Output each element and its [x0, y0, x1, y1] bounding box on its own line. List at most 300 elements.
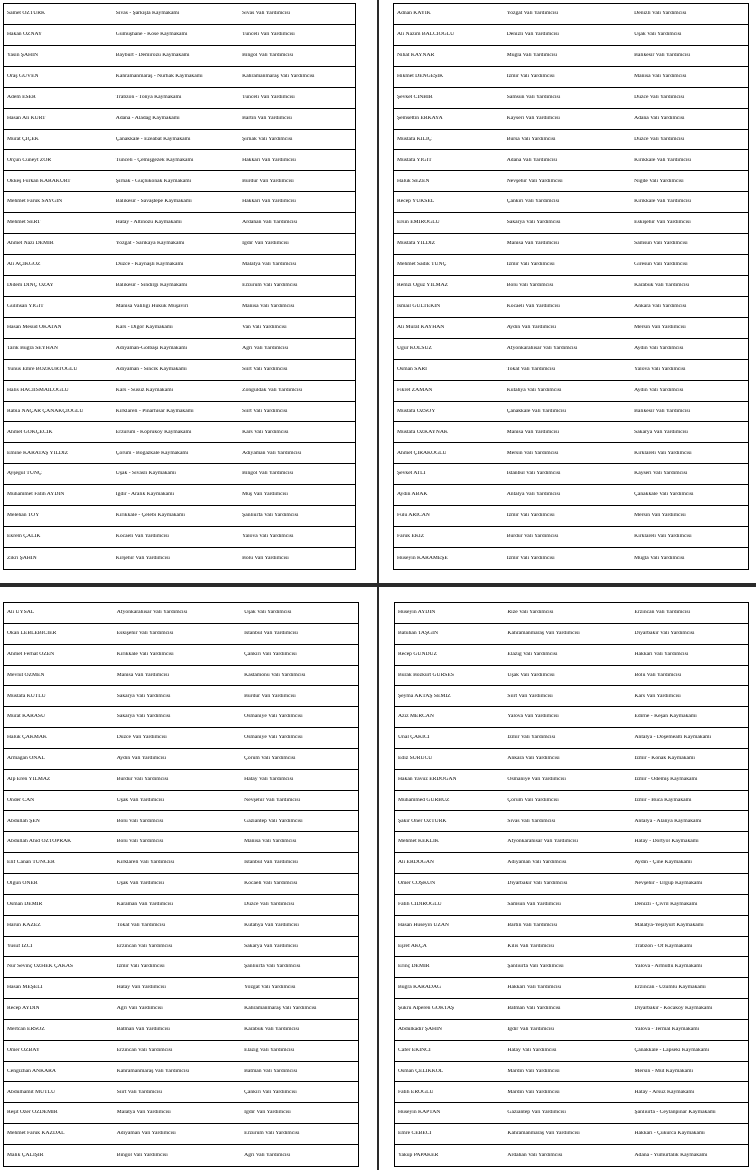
table-row: [4, 999, 358, 1020]
new-post-cell: Mersin - Mut Kaymakamı: [634, 1068, 694, 1074]
person-name-cell: Didem DİNÇ ÖZAY: [7, 283, 54, 289]
person-name-cell: Rabia NAÇAR ÇANAKÇIOĞLU: [7, 408, 84, 414]
person-name-cell: Ali ERDOĞAN: [398, 860, 434, 866]
person-name-cell: Mehmet Faruk KAZDAL: [7, 1131, 65, 1137]
new-post-cell: Mersin Vali Yardımcısı: [634, 513, 686, 519]
new-post-cell: Balıkesir Vali Yardımcısı: [634, 408, 691, 414]
person-name-cell: Şevket CİNBİR: [397, 94, 433, 100]
table-row: [4, 297, 355, 318]
new-post-cell: Kastamonu Vali Yardımcısı: [244, 672, 306, 678]
person-name-cell: Armağan ÖNAL: [7, 756, 45, 762]
person-name-cell: Murat KARASU: [7, 714, 46, 720]
current-post-cell: Bayburt - Demirözü Kaymakamı: [115, 53, 190, 58]
new-post-cell: Çanakkale Vali Yardımcısı: [634, 492, 694, 498]
current-post-cell: Manisa Vali Yardımcısı: [506, 241, 559, 247]
person-name-cell: Hüseyin KARAMEŞE: [397, 555, 448, 561]
current-post-cell: Afyonkarahisar Vali Yardımcısı: [507, 839, 579, 845]
table-row: [394, 318, 748, 339]
new-post-cell: Sakarya Vali Yardımcısı: [244, 943, 298, 949]
current-post-cell: Kahramanmaraş Vali Yardımcısı: [116, 1068, 190, 1074]
table-row: [394, 192, 748, 213]
document-page-2: [379, 0, 756, 583]
table-row: [394, 464, 748, 485]
current-post-cell: Sivas Vali Yardımcısı: [507, 818, 556, 824]
new-post-cell: Kırklareli Vali Yardımcısı: [634, 450, 692, 456]
current-post-cell: Bolu Vali Yardımcısı: [506, 283, 554, 289]
person-name-cell: Şakir Öner ÖZTÜRK: [398, 818, 447, 824]
table-row: [394, 171, 748, 192]
new-post-cell: Hatay - Dörtyol Kaymakamı: [634, 839, 699, 845]
current-post-cell: Adıyaman Vali Yardımcısı: [507, 860, 567, 866]
person-name-cell: Şevket ATLI: [397, 471, 426, 477]
new-post-cell: Antalya - Döşemealtı Kaymakamı: [634, 735, 712, 741]
current-post-cell: Balıkesir - Savaştepe Kaymakamı: [115, 199, 192, 205]
table-row: [395, 1020, 748, 1041]
current-post-cell: Şanlıurfa Vali Yardımcısı: [507, 964, 564, 970]
table-row: [394, 234, 748, 255]
current-post-cell: Hatay - Altınözü Kaymakamı: [115, 220, 182, 226]
table-row: [394, 381, 748, 402]
table-row: [4, 171, 355, 192]
current-post-cell: Burdur Vali Yardımcısı: [506, 534, 559, 540]
new-post-cell: Karabük Vali Yardımcısı: [634, 283, 690, 289]
new-post-cell: Eskişehir Vali Yardımcısı: [634, 220, 691, 226]
person-name-cell: Yusuf İZCİ: [7, 943, 33, 949]
table-row: [395, 1103, 748, 1124]
table-row: [394, 67, 748, 88]
person-name-cell: Şükrü Alperen GÖKTAŞ: [398, 1006, 455, 1012]
current-post-cell: Düzce Vali Yardımcısı: [116, 735, 167, 741]
person-name-cell: Şeyma AKTAŞ SEMİZ: [398, 693, 451, 699]
current-post-cell: Kahramanmaraş Vali Yardımcısı: [507, 630, 580, 636]
new-post-cell: Adana - Yumurtalık Kaymakamı: [634, 1152, 708, 1158]
person-name-cell: Fikret ZAMAN: [397, 387, 433, 393]
table-row: [4, 791, 358, 812]
new-post-cell: Nevşehir - Ürgüp Kaymakamı: [634, 881, 703, 887]
person-name-cell: Osman SARI: [397, 366, 427, 372]
person-name-cell: Gülihsan YİĞİT: [7, 304, 44, 310]
table-row: [4, 603, 358, 624]
person-name-cell: Abdullah ŞEN: [7, 818, 40, 824]
new-post-cell: Kocaeli Vali Yardımcısı: [244, 881, 298, 887]
current-post-cell: Bartın Vali Yardımcısı: [507, 922, 558, 928]
new-post-cell: Nevşehir Vali Yardımcısı: [244, 797, 301, 803]
table-row: [4, 276, 355, 297]
person-name-cell: Ali Murat KAYHAN: [397, 324, 445, 330]
table-row: [4, 686, 358, 707]
table-row: [4, 255, 355, 276]
table-row: [4, 109, 355, 130]
person-name-cell: Halis HACIİSMAİLOĞLU: [7, 387, 69, 393]
person-name-cell: Ali Nazım BALCIOĞLU: [397, 32, 455, 38]
new-post-cell: Kırıkkale Vali Yardımcısı: [634, 199, 692, 205]
current-post-cell: Antalya Vali Yardımcısı: [506, 492, 561, 498]
person-name-cell: Mustafa ÖZKAYNAK: [397, 429, 448, 435]
current-post-cell: Çanakkale Vali Yardımcısı: [506, 408, 567, 414]
new-post-cell: Siirt Vali Yardımcısı: [242, 408, 288, 414]
table-row: [395, 957, 748, 978]
current-post-cell: Kırşehir Vali Yardımcısı: [115, 555, 170, 561]
current-post-cell: Adana Vali Yardımcısı: [506, 157, 558, 163]
new-post-cell: Samsun Vali Yardımcısı: [634, 241, 688, 247]
new-post-cell: Kütahya Vali Yardımcısı: [244, 922, 299, 928]
table-row: [395, 1145, 748, 1166]
new-post-cell: Ardahan Vali Yardımcısı: [242, 220, 298, 226]
new-post-cell: Yalova - Termal Kaymakamı: [634, 1027, 700, 1032]
new-post-cell: Denizli Vali Yardımcısı: [634, 11, 687, 17]
table-row: [394, 402, 748, 423]
table-row: [4, 88, 355, 109]
table-row: [4, 464, 355, 485]
table-row: [394, 527, 748, 548]
current-post-cell: Erzincan Vali Yardımcısı: [116, 1047, 173, 1053]
current-post-cell: Çankırı Vali Yardımcısı: [506, 199, 560, 205]
person-name-cell: Ali AÇIKGÖZ: [7, 262, 41, 268]
table-row: [4, 67, 355, 88]
current-post-cell: Karaman Vali Yardımcısı: [116, 901, 174, 907]
table-row: [395, 666, 748, 687]
new-post-cell: Yalova Vali Yardımcısı: [634, 366, 686, 372]
new-post-cell: Çorum Vali Yardımcısı: [244, 756, 296, 762]
current-post-cell: Hatay Vali Yardımcısı: [116, 985, 166, 991]
person-name-cell: İsmail GÜLTEKİN: [397, 304, 441, 310]
new-post-cell: Giresun Vali Yardımcısı: [634, 262, 688, 268]
new-post-cell: Manisa Vali Yardımcısı: [244, 839, 297, 845]
current-post-cell: İzmir Vali Yardımcısı: [506, 73, 555, 79]
person-name-cell: Zikri ŞAHİN: [7, 555, 37, 561]
new-post-cell: Elazığ Vali Yardımcısı: [244, 1047, 295, 1053]
person-name-cell: Aziz MERCAN: [398, 714, 434, 720]
table-row: [394, 485, 748, 506]
current-post-cell: İzmir Vali Yardımcısı: [506, 555, 555, 561]
new-post-cell: Şanlıurfa - Ceylanpınar Kaymakamı: [634, 1110, 716, 1116]
table-row: [394, 46, 748, 67]
new-post-cell: Zonguldak Vali Yardımcısı: [242, 387, 303, 393]
new-post-cell: İzmir - Konak Kaymakamı: [634, 756, 695, 762]
person-name-cell: Cafer EKİNCİ: [398, 1047, 431, 1053]
new-post-cell: Diyarbakır Vali Yardımcısı: [634, 630, 695, 636]
current-post-cell: Kars - Susuz Kaymakamı: [115, 387, 174, 393]
current-post-cell: Malatya Vali Yardımcısı: [116, 1110, 171, 1116]
new-post-cell: Bolu Vali Yardımcısı: [242, 555, 289, 561]
new-post-cell: Hakkari Vali Yardımcısı: [242, 199, 296, 205]
person-name-cell: Mehmet KEKLİK: [398, 839, 439, 845]
current-post-cell: Adıyaman-Gölbaşı Kaymakamı: [115, 345, 188, 351]
person-name-cell: Batuhan TAŞGIN: [398, 630, 438, 636]
table-row: [4, 957, 358, 978]
new-post-cell: Erzincan Vali Yardımcısı: [634, 610, 691, 616]
table-row: [395, 1124, 748, 1145]
appointment-table: [393, 3, 749, 570]
person-name-cell: Yasin ŞAHİN: [7, 53, 38, 58]
person-name-cell: Hakan Yavuz ERDOĞAN: [398, 776, 457, 782]
table-row: [395, 853, 748, 874]
person-name-cell: Malik ÇALIŞIR: [7, 1152, 44, 1158]
person-name-cell: Hüseyin AYDIN: [398, 610, 436, 616]
new-post-cell: Yalova Vali Yardımcısı: [242, 534, 294, 540]
table-row: [395, 707, 748, 728]
table-row: [394, 276, 748, 297]
current-post-cell: Çanakkale - Ezeabat Kaymakamı: [115, 136, 191, 142]
table-row: [4, 381, 355, 402]
new-post-cell: Gaziantep Vali Yardımcısı: [244, 818, 303, 824]
new-post-cell: Düzce Vali Yardımcısı: [634, 94, 685, 100]
new-post-cell: Kars Vali Yardımcısı: [242, 429, 289, 435]
table-row: [4, 506, 355, 527]
person-name-cell: Nur Sevinç ÖZHEK ÇAKAS: [7, 964, 74, 970]
person-name-cell: Hasan Ali KURT: [7, 115, 46, 121]
person-name-cell: Abdullah Ahid ÖZTOPRAK: [7, 839, 72, 845]
person-name-cell: Osman DEMİR: [7, 901, 43, 907]
new-post-cell: Iğdır Vali Yardımcısı: [244, 1110, 291, 1116]
current-post-cell: Siirt Vali Yardımcısı: [116, 1089, 163, 1095]
current-post-cell: Adıyaman - Sincik Kaymakamı: [115, 366, 187, 372]
table-row: [394, 548, 748, 569]
current-post-cell: Yozgat - Sarıkaya Kaymakamı: [115, 241, 185, 247]
table-row: [4, 853, 358, 874]
new-post-cell: Uşak Vali Yardımcısı: [244, 610, 292, 616]
current-post-cell: Mardin Vali Yardımcısı: [507, 1068, 560, 1074]
new-post-cell: Osmaniye Vali Yardımcısı: [244, 735, 303, 741]
table-row: [394, 443, 748, 464]
new-post-cell: Tunceli Vali Yardımcısı: [242, 32, 295, 38]
new-post-cell: Kahramanmaraş Vali Yardımcısı: [242, 73, 315, 79]
person-name-cell: Abdulhamit MUTLU: [7, 1089, 56, 1095]
new-post-cell: Şanlıurfa Vali Yardımcısı: [244, 964, 301, 970]
current-post-cell: Uşak Vali Yardımcısı: [116, 881, 165, 887]
table-row: [394, 360, 748, 381]
current-post-cell: Sakarya Vali Yardımcısı: [506, 220, 561, 226]
person-name-cell: Olgun ÖNER: [7, 881, 38, 887]
person-name-cell: Ahmet Ferhat ÖZEN: [7, 651, 55, 657]
new-post-cell: Mersin Vali Yardımcısı: [634, 324, 686, 330]
table-row: [4, 707, 358, 728]
new-post-cell: Erzurum Vali Yardımcısı: [242, 283, 298, 289]
person-name-cell: Fulü ARICAN: [397, 513, 430, 519]
current-post-cell: Adana - Aladağ Kaymakamı: [115, 115, 180, 121]
current-post-cell: Diyarbakır Vali Yardımcısı: [507, 881, 568, 887]
person-name-cell: Abdulkadir ŞAHİN: [398, 1027, 442, 1032]
person-name-cell: Haluk ÇAKMAK: [7, 735, 47, 741]
person-name-cell: Yunus Emre BOZKURTOĞLU: [7, 366, 78, 372]
new-post-cell: Şanlıurfa Vali Yardımcısı: [242, 513, 299, 519]
new-post-cell: Karabük Vali Yardımcısı: [244, 1027, 300, 1032]
current-post-cell: Sakarya Vali Yardımcısı: [116, 714, 171, 720]
current-post-cell: Tokat Vali Yardımcısı: [116, 922, 166, 928]
table-row: [394, 130, 748, 151]
new-post-cell: Yalova - Armutlu Kaymakamı: [634, 964, 703, 970]
document-page-1: [0, 0, 377, 583]
table-row: [4, 150, 355, 171]
person-name-cell: Fatih CIDIROĞLU: [398, 901, 442, 907]
person-name-cell: Mustafa ÖZSOY: [397, 408, 436, 414]
current-post-cell: Manisa Vali Yardımcısı: [116, 672, 169, 678]
current-post-cell: Mersin Vali Yardımcısı: [506, 450, 559, 456]
table-row: [394, 297, 748, 318]
table-row: [395, 645, 748, 666]
person-name-cell: Ahmet ÇIRAKOĞLU: [397, 450, 447, 456]
new-post-cell: Kars Vali Yardımcısı: [634, 693, 681, 699]
new-post-cell: Sakarya Vali Yardımcısı: [634, 429, 688, 435]
current-post-cell: Hatay Vali Yardımcısı: [507, 1047, 557, 1053]
new-post-cell: Denizli - Çivril Kaymakamı: [634, 901, 698, 907]
person-name-cell: Emre CEBECİ: [398, 1131, 432, 1137]
current-post-cell: Kilis Vali Yardımcısı: [507, 943, 555, 949]
person-name-cell: Fatih EROĞLU: [398, 1089, 434, 1095]
table-row: [4, 46, 355, 67]
new-post-cell: Muğla Vali Yardımcısı: [634, 555, 685, 561]
current-post-cell: Tokat Vali Yardımcısı: [506, 366, 556, 372]
table-row: [395, 978, 748, 999]
new-post-cell: Burdur Vali Yardımcısı: [244, 693, 296, 699]
current-post-cell: Kırıkkale Vali Yardımcısı: [116, 651, 174, 657]
table-row: [4, 402, 355, 423]
current-post-cell: Manisa Vali Yardımcısı: [506, 429, 559, 435]
current-post-cell: Samsun Vali Yardımcısı: [506, 94, 561, 100]
new-post-cell: Manisa Vali Yardımcısı: [242, 304, 295, 310]
table-row: [395, 874, 748, 895]
table-row: [395, 686, 748, 707]
current-post-cell: Aydın Vali Yardımcısı: [116, 756, 166, 762]
table-row: [4, 339, 355, 360]
new-post-cell: Ağrı Vali Yardımcısı: [242, 345, 289, 351]
table-row: [4, 666, 358, 687]
person-name-cell: Ahmet GÖKÇECİK: [7, 429, 53, 435]
person-name-cell: Adnan KAYIK: [397, 11, 431, 17]
person-name-cell: Melehan TOY: [7, 513, 40, 519]
current-post-cell: Kırklareli - Pınarhisar Kaymakamı: [115, 408, 194, 414]
current-post-cell: Kırklareli Vali Yardımcısı: [116, 860, 175, 866]
current-post-cell: Iğdır Vali Yardımcısı: [507, 1027, 555, 1032]
current-post-cell: Denizli Vali Yardımcısı: [506, 32, 559, 38]
current-post-cell: Siirt Vali Yardımcısı: [507, 693, 553, 699]
current-post-cell: İstanbul Vali Yardımcısı: [506, 471, 561, 477]
table-row: [4, 1082, 358, 1103]
table-row: [395, 937, 748, 958]
table-row: [395, 832, 748, 853]
person-name-cell: Cengizhan ANKARA: [7, 1068, 56, 1074]
current-post-cell: Kocaeli Vali Yardımcısı: [506, 304, 560, 310]
table-row: [395, 728, 748, 749]
current-post-cell: Eskişehir Vali Yardımcısı: [116, 630, 174, 636]
new-post-cell: Uşak Vali Yardımcısı: [634, 32, 682, 38]
appointment-table: [3, 602, 359, 1167]
current-post-cell: Muğla Vali Yardımcısı: [506, 53, 558, 58]
table-row: [4, 485, 355, 506]
person-name-cell: Ökkeş Furkan KARAKURT: [7, 178, 71, 184]
new-post-cell: Iğdır Vali Yardımcısı: [242, 241, 289, 247]
table-row: [4, 874, 358, 895]
table-row: [394, 25, 748, 46]
table-row: [394, 109, 748, 130]
person-name-cell: Oraş GÜVEN: [7, 73, 39, 79]
current-post-cell: Erzurum - Köprüköy Kaymakamı: [115, 429, 192, 435]
person-name-cell: Mehmet Faruk SAYGIN: [7, 199, 63, 205]
current-post-cell: Sakarya Vali Yardımcısı: [116, 693, 171, 699]
current-post-cell: Kütahya Vali Yardımcısı: [506, 387, 562, 393]
person-name-cell: Murat ÇİÇEK: [7, 136, 39, 142]
new-post-cell: İzmir - Ödemiş Kaymakamı: [634, 776, 698, 782]
new-post-cell: Hatay Vali Yardımcısı: [244, 776, 294, 782]
person-name-cell: Önder CAN: [7, 797, 35, 803]
table-row: [394, 506, 748, 527]
new-post-cell: Manisa Vali Yardımcısı: [634, 73, 687, 79]
new-post-cell: Hatay - Arsuz Kaymakamı: [634, 1089, 695, 1095]
table-row: [4, 318, 355, 339]
new-post-cell: Kırıkkale Vali Yardımcısı: [634, 157, 692, 163]
table-row: [394, 150, 748, 171]
table-row: [4, 4, 355, 25]
current-post-cell: Rize Vali Yardımcısı: [507, 610, 554, 616]
table-row: [4, 728, 358, 749]
current-post-cell: Uşak - Sivaslı Kaymakamı: [115, 471, 176, 477]
person-name-cell: Buğra KARADAĞ: [398, 985, 442, 991]
table-row: [394, 422, 748, 443]
current-post-cell: Batman Vali Yardımcısı: [507, 1006, 561, 1012]
new-post-cell: Antalya - Alanya Kaymakamı: [634, 818, 702, 824]
table-row: [4, 749, 358, 770]
table-row: [4, 130, 355, 151]
current-post-cell: Çorum Vali Yardımcısı: [507, 797, 559, 803]
new-post-cell: Düzce Vali Yardımcısı: [634, 136, 685, 142]
new-post-cell: Çanakkale - Lapseki Kaymakamı: [634, 1047, 710, 1053]
new-post-cell: Kahramanmaraş Vali Yardımcısı: [244, 1006, 317, 1012]
new-post-cell: Balıkesir Vali Yardımcısı: [634, 53, 691, 58]
person-name-cell: Yakup PAPAKER: [398, 1152, 439, 1158]
new-post-cell: Şırnak Vali Yardımcısı: [242, 136, 293, 142]
person-name-cell: Burak Bozkurt GÜRSES: [398, 672, 454, 678]
new-post-cell: Bolu Vali Yardımcısı: [634, 672, 682, 678]
table-row: [395, 1082, 748, 1103]
current-post-cell: Bursa Vali Yardımcısı: [506, 136, 556, 142]
new-post-cell: Kayseri Vali Yardımcısı: [634, 471, 688, 477]
person-name-cell: Reşit Özer ÖZDEMİR: [7, 1110, 58, 1116]
new-post-cell: Kırklareli Vali Yardımcısı: [634, 534, 692, 540]
new-post-cell: Çankırı Vali Yardımcısı: [244, 1089, 297, 1095]
person-name-cell: Ekrem ÇALIK: [7, 534, 41, 540]
current-post-cell: Afyonkarahisar Vali Yardımcısı: [506, 345, 578, 351]
current-post-cell: Uşak Vali Yardımcısı: [116, 797, 165, 803]
current-post-cell: Osmaniye Vali Yardımcısı: [507, 776, 566, 782]
current-post-cell: İzmir Vali Yardımcısı: [116, 964, 165, 970]
person-name-cell: Tarık Buğra SEYHAN: [7, 345, 58, 351]
table-row: [4, 192, 355, 213]
person-name-cell: Aydın ABAK: [397, 492, 428, 498]
new-post-cell: Osmaniye Vali Yardımcısı: [244, 714, 303, 720]
table-row: [4, 624, 358, 645]
person-name-cell: Ömer ÖZBAY: [7, 1047, 40, 1053]
new-post-cell: Yozgat Vali Yardımcısı: [244, 985, 296, 991]
table-row: [4, 832, 358, 853]
table-row: [395, 811, 748, 832]
person-name-cell: Okan LEBLEBİCİER: [7, 630, 57, 636]
person-name-cell: Mehmet Sadık TUNÇ: [397, 262, 447, 268]
new-post-cell: Erzincan - Üzümlü Kaymakamı: [634, 985, 706, 991]
table-row: [4, 978, 358, 999]
table-row: [4, 1020, 358, 1041]
new-post-cell: Trabzon - Of Kaymakamı: [634, 943, 693, 949]
current-post-cell: Çorum - Boğazkale Kaymakamı: [115, 450, 189, 456]
new-post-cell: Malatya-Yeşilyurt Kaymakamı: [634, 922, 704, 928]
person-name-cell: Mehmet SERT: [7, 220, 41, 226]
current-post-cell: Ardahan Vali Yardımcısı: [507, 1152, 563, 1158]
table-row: [4, 937, 358, 958]
person-name-cell: Orçun Cüneyt ZOR: [7, 157, 52, 163]
current-post-cell: Trabzon - Tonya Kaymakamı: [115, 94, 182, 100]
table-row: [395, 770, 748, 791]
current-post-cell: Nevşehir Vali Yardımcısı: [506, 178, 563, 184]
document-page-3: [0, 587, 377, 1170]
